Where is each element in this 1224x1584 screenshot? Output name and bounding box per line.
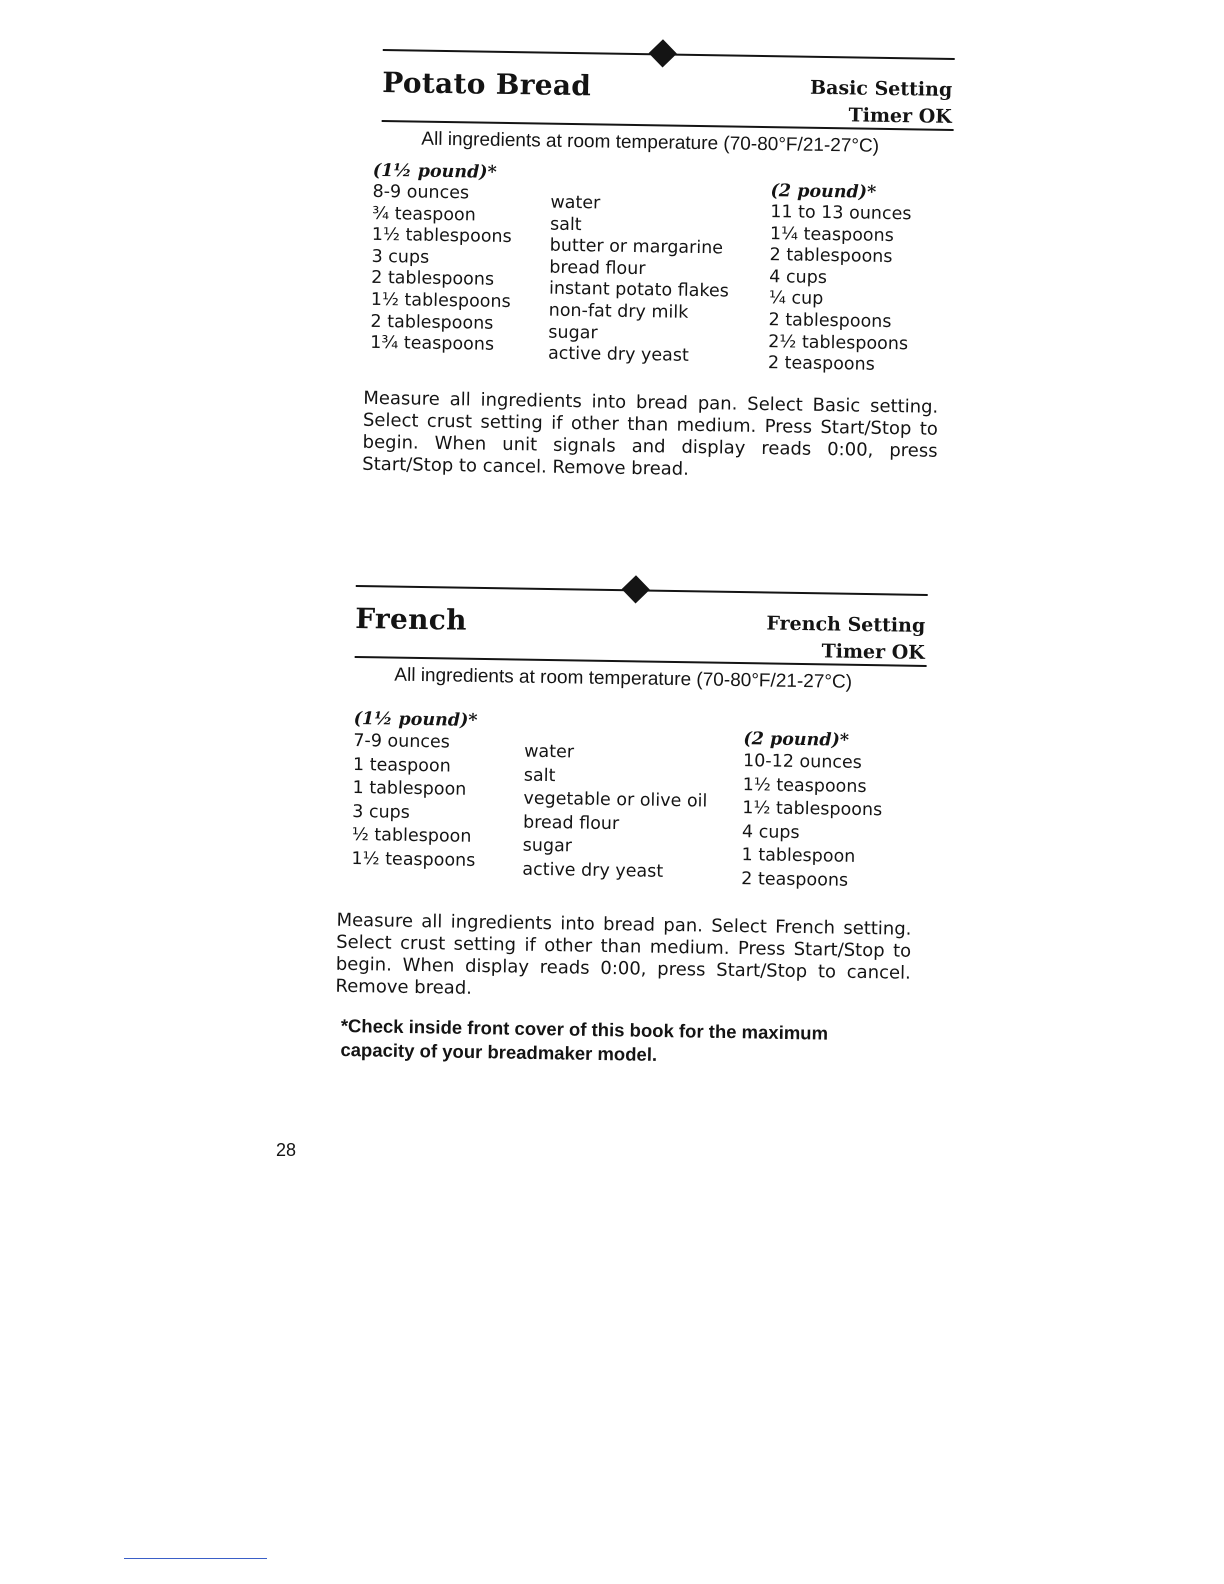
large-amount: 2 teaspoons [741, 869, 849, 891]
small-loaf-column [370, 160, 513, 357]
ingredient-name: active dry yeast [547, 343, 689, 366]
ingredient-name: water [550, 192, 601, 214]
small-amount: 1¾ teaspoons [370, 332, 495, 355]
large-amount: 1½ teaspoons [742, 774, 867, 797]
ingredient-column [548, 193, 731, 369]
recipe-title: French [355, 601, 468, 637]
ingredient-name: active dry yeast [522, 859, 664, 882]
temperature-note: All ingredients at room temperature (70-80°F/21-27°C) [394, 664, 853, 693]
small-amount: ¾ teaspoon [372, 203, 476, 226]
ingredient-name: salt [523, 765, 556, 786]
setting-name: French Setting [766, 612, 926, 637]
large-amount: 4 cups [741, 821, 800, 843]
ingredient-name: water [524, 741, 575, 763]
large-amount: 1 tablespoon [741, 845, 856, 868]
small-amount: 1 teaspoon [352, 754, 451, 777]
small-amount: 2 tablespoons [371, 268, 495, 291]
large-amount: 2 tablespoons [768, 310, 892, 332]
small-loaf-column [351, 708, 477, 873]
diamond-ornament-icon [649, 39, 677, 67]
small-loaf-heading: (1½ pound)* [372, 160, 497, 183]
large-amount: 2 tablespoons [769, 245, 893, 268]
bottom-edge-line [124, 1558, 267, 1559]
large-loaf-column [768, 180, 912, 377]
diamond-ornament-icon [622, 575, 650, 603]
large-amount: 2½ tablespoons [768, 331, 909, 354]
recipe-title: Potato Bread [382, 65, 592, 103]
ingredient-name: vegetable or olive oil [523, 788, 708, 812]
small-amount: 2 tablespoons [370, 311, 494, 334]
ingredient-name: sugar [522, 836, 573, 857]
ingredient-name: salt [549, 214, 582, 235]
large-amount: 11 to 13 ounces [770, 202, 912, 225]
setting-info [809, 75, 952, 131]
small-amount: 1½ tablespoons [371, 225, 512, 248]
small-amount: 1½ tablespoons [370, 289, 511, 313]
ingredient-name: instant potato flakes [548, 279, 730, 302]
small-amount: ½ tablespoon [351, 825, 472, 848]
large-loaf-heading: (2 pound)* [743, 729, 850, 751]
large-amount: 4 cups [769, 266, 828, 288]
large-amount: 2 teaspoons [767, 353, 875, 375]
large-amount: 1¼ teaspoons [769, 223, 894, 246]
large-amount: 10-12 ounces [742, 751, 863, 773]
capacity-footnote: *Check inside front cover of this book for the maximum capacity of your breadmaker model. [340, 1014, 829, 1065]
timer-status: Timer OK [821, 640, 925, 664]
ingredient-name: sugar [548, 322, 598, 343]
ingredient-name: bread flour [549, 257, 646, 279]
small-amount: 3 cups [352, 801, 411, 823]
large-loaf-heading: (2 pound)* [770, 181, 877, 203]
setting-name: Basic Setting [809, 76, 953, 101]
large-amount: ¼ cup [768, 288, 824, 310]
small-amount: 1½ teaspoons [351, 848, 476, 871]
ingredient-name: non-fat dry milk [548, 300, 689, 323]
small-amount: 1 tablespoon [352, 778, 467, 800]
small-amount: 3 cups [371, 246, 430, 268]
ingredient-column [522, 741, 708, 885]
recipe-french-bread [335, 572, 928, 999]
ingredient-name: bread flour [522, 812, 620, 834]
ingredient-name: butter or margarine [549, 235, 724, 259]
small-loaf-heading: (1½ pound)* [353, 708, 478, 731]
recipe-instructions: Measure all ingredients into bread pan. Select Basic setting. Select crust setting if other than medium. Press Start/Stop to begin. When unit signals and display reads 0:00, press Start/Stop to cancel. Remove bread. [362, 387, 939, 480]
timer-status: Timer OK [848, 104, 952, 128]
temperature-note: All ingredients at room temperature (70-80°F/21-27°C) [421, 128, 880, 157]
recipe-potato-bread [362, 36, 955, 480]
small-amount: 8-9 ounces [372, 181, 470, 204]
page-number: 28 [276, 1140, 297, 1160]
small-amount: 7-9 ounces [353, 730, 451, 753]
setting-info [766, 610, 926, 666]
large-loaf-column [741, 728, 883, 894]
large-amount: 1½ tablespoons [742, 798, 883, 821]
recipe-instructions: Measure all ingredients into bread pan. Select French setting. Select crust setting if other than medium. Press Start/Stop to begin. When display reads 0:00, press Start/Stop to cancel. Remove bread. [335, 909, 912, 999]
